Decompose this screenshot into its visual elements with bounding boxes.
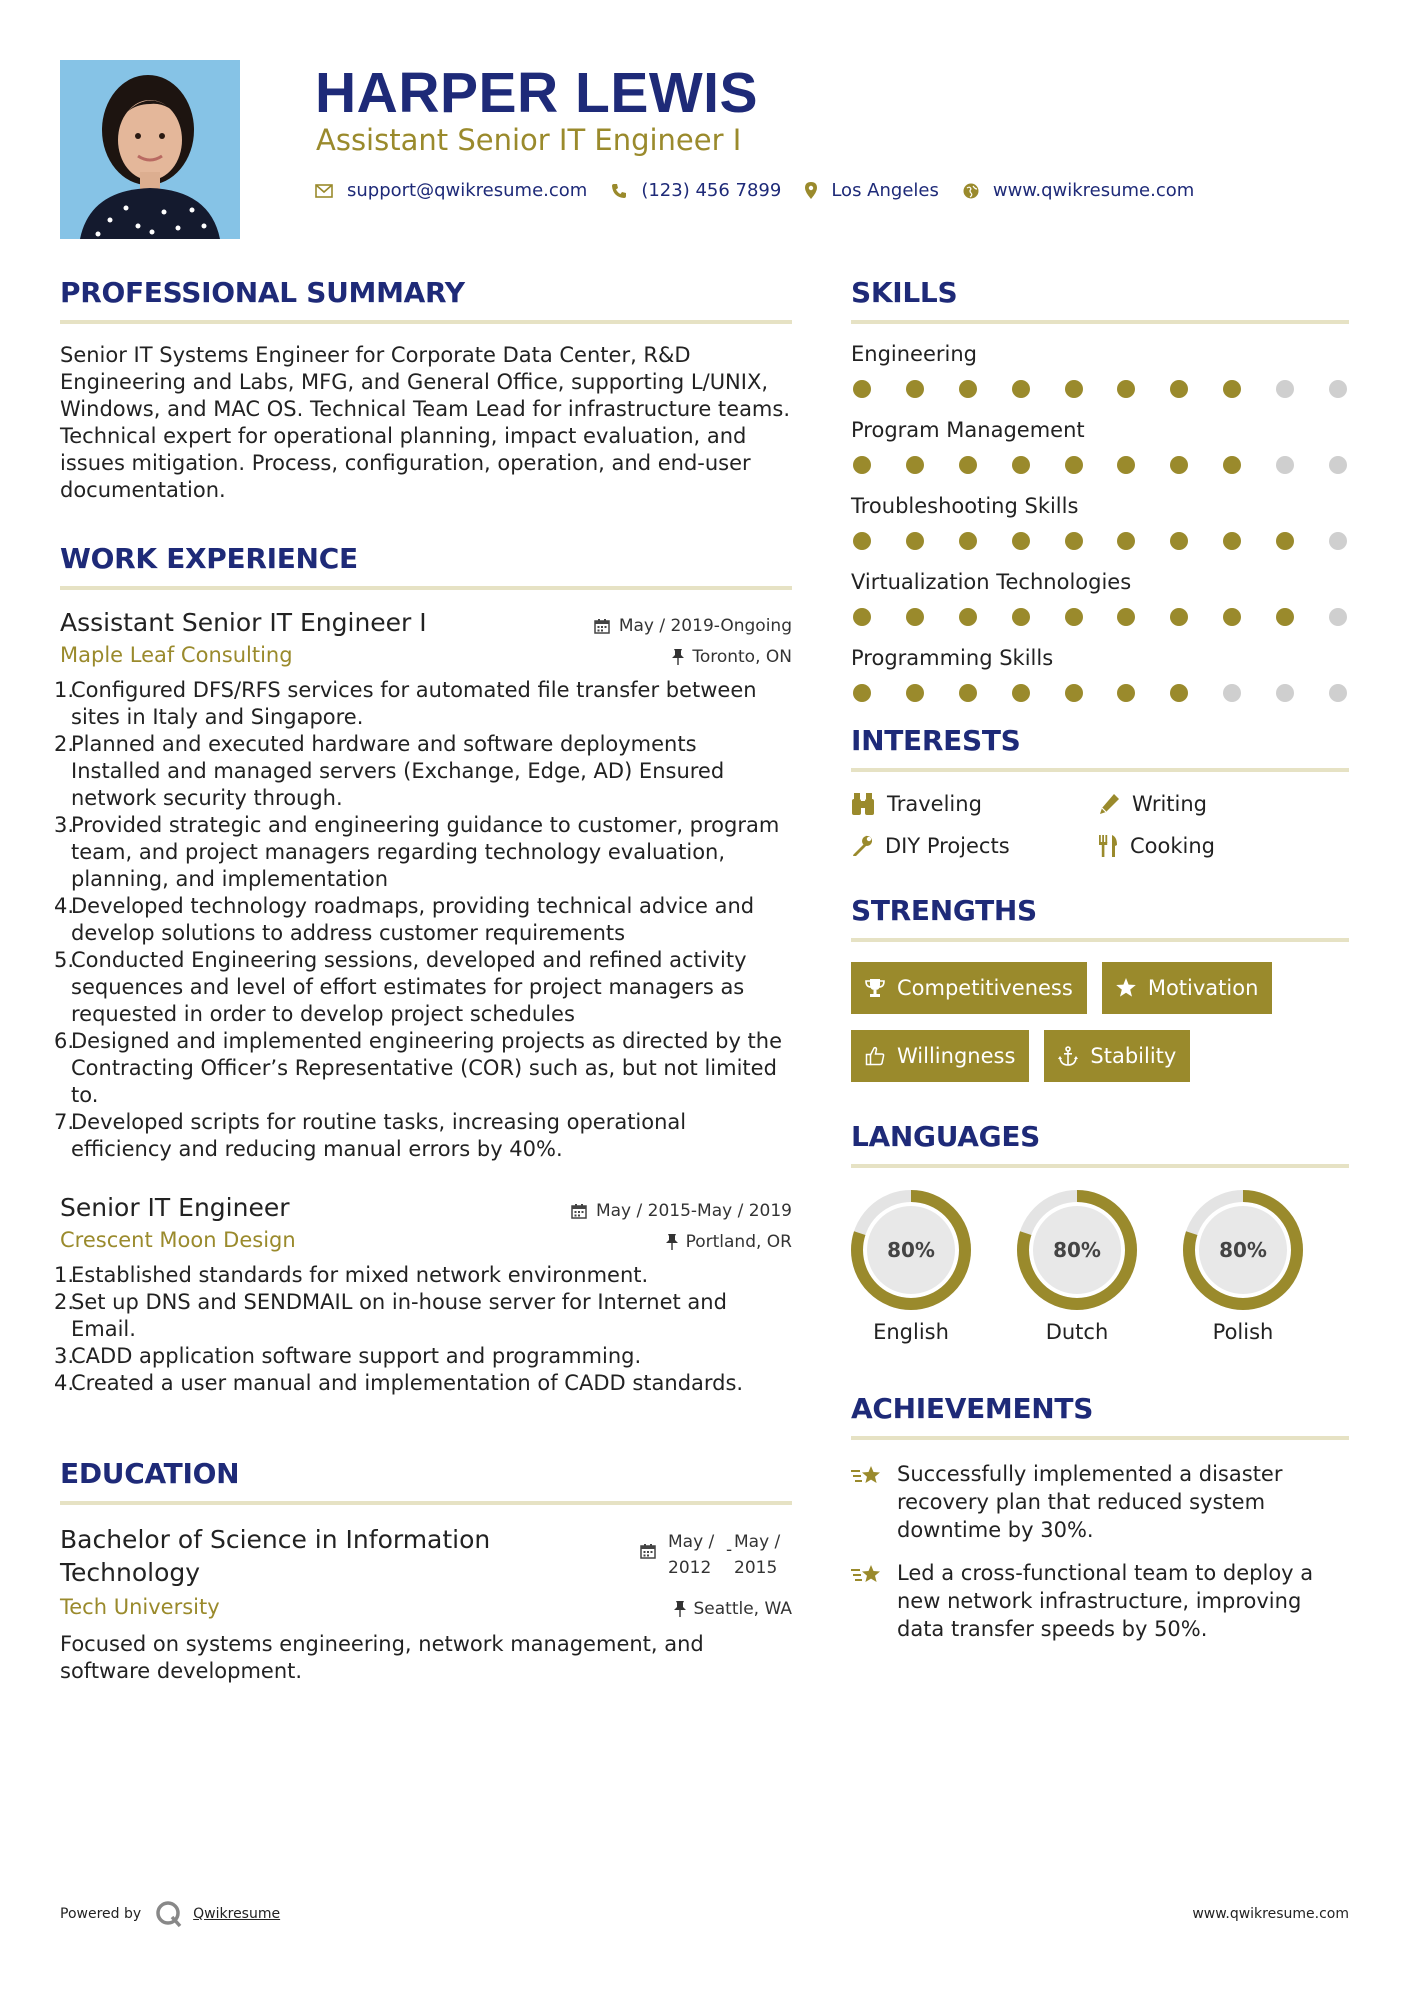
contact-bar (315, 180, 1218, 201)
rating-dot-filled (1170, 684, 1188, 702)
rating-dot-filled (853, 380, 871, 398)
job-entry (54, 1193, 792, 1397)
rating-dot-filled (959, 532, 977, 550)
interest-item (1098, 792, 1345, 816)
work-heading: WORK EXPERIENCE (60, 542, 358, 575)
interest-label: Writing (1132, 792, 1207, 816)
job-date-text: May / 2015-May / 2019 (595, 1201, 792, 1221)
profile-photo (60, 60, 240, 239)
skill-item (851, 342, 1349, 398)
interest-item (851, 792, 1098, 816)
globe-icon (963, 183, 979, 199)
skill-name: Virtualization Technologies (851, 570, 1132, 594)
rating-dot-filled (1065, 684, 1083, 702)
candidate-role: Assistant Senior IT Engineer I (316, 123, 742, 157)
job-location-text: Portland, OR (685, 1232, 792, 1252)
section-divider (851, 1436, 1349, 1440)
interest-item (851, 834, 1098, 858)
location-text: Los Angeles (831, 180, 939, 201)
rating-dot-filled (1065, 532, 1083, 550)
map-pin-icon (805, 182, 817, 199)
language-percent: 80% (1053, 1238, 1101, 1262)
skill-item (851, 646, 1349, 702)
rating-dot-filled (906, 684, 924, 702)
language-ring (851, 1190, 971, 1310)
rating-dot-empty (1276, 684, 1294, 702)
rating-dot-filled (853, 532, 871, 550)
rating-dot-filled (1170, 456, 1188, 474)
job-date (571, 1201, 792, 1221)
rating-dot-filled (1065, 380, 1083, 398)
summary-heading: PROFESSIONAL SUMMARY (60, 276, 465, 309)
education-date (640, 1529, 792, 1581)
rating-dot-empty (1276, 380, 1294, 398)
rating-dot-filled (1223, 532, 1241, 550)
rating-dot-filled (1223, 380, 1241, 398)
list-item: 5. Conducted Engineering sessions, developed and refined activity sequences and level of effort estimates for project managers as requested in order to develop project schedules (54, 948, 747, 1026)
language-ring (1183, 1190, 1303, 1310)
achievement-item (851, 1559, 1349, 1643)
rating-dot-filled (959, 456, 977, 474)
education-date-end: May / 2015 (734, 1532, 781, 1578)
envelope-icon (315, 184, 333, 198)
school-name: Tech University (60, 1595, 220, 1619)
list-item: 4. Created a user manual and implementation of CADD standards. (54, 1371, 744, 1395)
strength-tag (1102, 962, 1273, 1014)
skill-rating (851, 684, 1349, 702)
company-name: Crescent Moon Design (60, 1228, 296, 1252)
skill-name: Troubleshooting Skills (851, 494, 1079, 518)
job-date-text: May / 2019-Ongoing (618, 616, 792, 636)
achievement-item (851, 1460, 1349, 1544)
rating-dot-empty (1329, 380, 1347, 398)
rating-dot-filled (1117, 684, 1135, 702)
powered-by (60, 1900, 280, 1928)
rating-dot-filled (1065, 456, 1083, 474)
section-divider (60, 320, 792, 324)
education-section (60, 1457, 792, 1685)
strength-label: Competitiveness (897, 976, 1073, 1000)
education-location-text: Seattle, WA (693, 1599, 792, 1619)
contact-location (805, 180, 939, 201)
work-section (54, 542, 792, 1397)
footer (60, 1900, 1349, 1928)
skill-item (851, 570, 1349, 626)
phone-icon (611, 183, 627, 199)
pushpin-icon (666, 1234, 678, 1250)
list-item: 2. Set up DNS and SENDMAIL on in-house server for Internet and Email. (54, 1290, 727, 1341)
rating-dot-filled (1223, 456, 1241, 474)
calendar-icon (571, 1203, 587, 1219)
rating-dot-empty (1329, 684, 1347, 702)
section-divider (851, 1164, 1349, 1168)
interest-label: Cooking (1130, 834, 1215, 858)
anchor-icon (1058, 1046, 1078, 1066)
rating-dot-empty (1276, 456, 1294, 474)
rating-dot-filled (853, 456, 871, 474)
contact-phone[interactable] (611, 180, 781, 201)
rating-dot-filled (1012, 380, 1030, 398)
language-percent: 80% (1219, 1238, 1267, 1262)
interest-label: Traveling (887, 792, 982, 816)
education-description: Focused on systems engineering, network management, and software development. (60, 1632, 704, 1683)
rating-dot-empty (1329, 456, 1347, 474)
rating-dot-filled (1065, 608, 1083, 626)
powered-by-label: Powered by (60, 1906, 142, 1922)
brand-link[interactable]: Qwikresume (193, 1906, 281, 1922)
interests-list (851, 792, 1349, 858)
trophy-icon (865, 978, 885, 998)
rating-dot-filled (1012, 456, 1030, 474)
pencil-icon (1098, 793, 1120, 815)
education-date-start: May / 2012 (668, 1532, 715, 1578)
language-name: Dutch (1045, 1320, 1109, 1344)
binoculars-icon (851, 793, 875, 815)
language-item (1017, 1190, 1183, 1344)
rating-dot-filled (1223, 608, 1241, 626)
rating-dot-filled (959, 684, 977, 702)
list-item: 7. Developed scripts for routine tasks, increasing operational efficiency and reducing manual errors by 40%. (54, 1110, 687, 1161)
rating-dot-empty (1223, 684, 1241, 702)
skills-section (851, 276, 1349, 702)
rating-dot-empty (1329, 532, 1347, 550)
contact-email[interactable] (315, 180, 587, 201)
degree-title: Bachelor of Science in Information Technology (60, 1525, 491, 1587)
language-item (1183, 1190, 1349, 1344)
skill-rating (851, 532, 1349, 550)
job-title: Senior IT Engineer (60, 1193, 290, 1222)
rating-dot-filled (1276, 608, 1294, 626)
pushpin-icon (672, 649, 684, 665)
language-ring (1017, 1190, 1137, 1310)
achievements-section (851, 1392, 1349, 1643)
rating-dot-filled (1012, 608, 1030, 626)
right-column (851, 276, 1349, 1643)
contact-website[interactable] (963, 180, 1194, 201)
section-divider (851, 768, 1349, 772)
achievement-text: Successfully implemented a disaster recovery plan that reduced system downtime by 30%. (897, 1462, 1283, 1542)
achievements-heading: ACHIEVEMENTS (851, 1392, 1094, 1425)
calendar-icon (594, 618, 610, 634)
list-item: 4. Developed technology roadmaps, providing technical advice and develop solutions to address customer requirements (54, 894, 755, 945)
rating-dot-empty (1329, 608, 1347, 626)
language-percent: 80% (887, 1238, 935, 1262)
job-responsibilities (54, 677, 792, 1163)
language-name: English (873, 1320, 949, 1344)
section-divider (60, 586, 792, 590)
list-item: 1. Configured DFS/RFS services for automated file transfer between sites in Italy and Singapore. (54, 678, 757, 729)
rating-dot-filled (1117, 532, 1135, 550)
list-item: 3. Provided strategic and engineering guidance to customer, program team, and project managers regarding technology evaluation, planning, and implementation (54, 813, 780, 891)
interests-section (851, 724, 1349, 858)
language-name: Polish (1212, 1320, 1274, 1344)
rating-dot-filled (1170, 380, 1188, 398)
strengths-heading: STRENGTHS (851, 894, 1037, 927)
languages-list (851, 1190, 1349, 1344)
strength-label: Motivation (1147, 976, 1259, 1000)
job-location (666, 1232, 792, 1252)
shooting-star-icon (851, 1462, 883, 1488)
website-text: www.qwikresume.com (992, 180, 1195, 201)
rating-dot-filled (1117, 380, 1135, 398)
qwikresume-logo-icon (155, 1900, 183, 1928)
job-date (594, 616, 792, 636)
company-name: Maple Leaf Consulting (60, 643, 293, 667)
job-title: Assistant Senior IT Engineer I (60, 608, 427, 637)
rating-dot-filled (906, 380, 924, 398)
education-date-separator: - (726, 1540, 733, 1560)
education-location (674, 1599, 793, 1619)
skill-rating (851, 380, 1349, 398)
achievement-text: Led a cross-functional team to deploy a new network infrastructure, improving data transfer speeds by 50%. (897, 1561, 1314, 1641)
utensils-icon (1098, 835, 1118, 857)
rating-dot-filled (1276, 532, 1294, 550)
section-divider (851, 938, 1349, 942)
strength-tag (851, 1030, 1029, 1082)
skill-name: Program Management (851, 418, 1085, 442)
languages-section (851, 1120, 1349, 1344)
summary-section (60, 276, 792, 504)
skill-name: Programming Skills (851, 646, 1054, 670)
language-item (851, 1190, 1017, 1344)
list-item: 3. CADD application software support and programming. (54, 1344, 642, 1368)
section-divider (60, 1501, 792, 1505)
star-icon (1116, 978, 1136, 998)
wrench-icon (851, 835, 873, 857)
interest-item (1098, 834, 1345, 858)
rating-dot-filled (906, 456, 924, 474)
skill-rating (851, 456, 1349, 474)
rating-dot-filled (1170, 532, 1188, 550)
rating-dot-filled (1012, 684, 1030, 702)
rating-dot-filled (959, 608, 977, 626)
rating-dot-filled (853, 608, 871, 626)
candidate-name: HARPER LEWIS (315, 61, 759, 125)
strength-label: Stability (1090, 1044, 1177, 1068)
strength-label: Willingness (897, 1044, 1016, 1068)
thumbs-up-icon (865, 1046, 885, 1066)
job-location (672, 647, 792, 667)
languages-heading: LANGUAGES (851, 1120, 1041, 1153)
section-divider (851, 320, 1349, 324)
summary-text: Senior IT Systems Engineer for Corporate Data Center, R&D Engineering and Labs, MFG, and General Office, supporting L/UNIX, Windows, and MAC OS. Technical Team Lead for infrastructure teams. Technical expert for operational planning, impact evaluation, and issues mitigation. Process, configuration, operation, and end-user documentation. (60, 343, 791, 502)
rating-dot-filled (1117, 456, 1135, 474)
rating-dot-filled (959, 380, 977, 398)
phone-text: (123) 456 7899 (641, 180, 782, 201)
job-entry (54, 608, 792, 1163)
strengths-section (851, 894, 1349, 1098)
skills-heading: SKILLS (851, 276, 958, 309)
skill-name: Engineering (851, 342, 977, 366)
list-item: 2. Planned and executed hardware and software deployments Installed and managed servers (Exchange, Edge, AD) Ensured network security through. (54, 732, 725, 810)
list-item: 1. Established standards for mixed network environment. (54, 1263, 649, 1287)
calendar-icon (640, 1543, 656, 1559)
rating-dot-filled (1117, 608, 1135, 626)
skill-item (851, 418, 1349, 474)
job-responsibilities (54, 1262, 792, 1397)
skill-rating (851, 608, 1349, 626)
rating-dot-filled (906, 532, 924, 550)
shooting-star-icon (851, 1561, 883, 1587)
skill-item (851, 494, 1349, 550)
strength-tag (1044, 1030, 1190, 1082)
strength-tag (851, 962, 1087, 1014)
rating-dot-filled (1170, 608, 1188, 626)
strengths-list (851, 962, 1349, 1098)
education-heading: EDUCATION (60, 1457, 240, 1490)
list-item: 6. Designed and implemented engineering projects as directed by the Contracting Officer’s Representative (COR) such as, but not limited to. (54, 1029, 783, 1107)
left-column (54, 276, 792, 1685)
footer-website[interactable]: www.qwikresume.com (1192, 1906, 1349, 1922)
interest-label: DIY Projects (885, 834, 1010, 858)
job-location-text: Toronto, ON (692, 647, 792, 667)
rating-dot-filled (1012, 532, 1030, 550)
skills-list (851, 342, 1349, 702)
pushpin-icon (674, 1601, 686, 1617)
rating-dot-filled (853, 684, 871, 702)
rating-dot-filled (906, 608, 924, 626)
email-text: support@qwikresume.com (347, 180, 588, 201)
interests-heading: INTERESTS (851, 724, 1021, 757)
